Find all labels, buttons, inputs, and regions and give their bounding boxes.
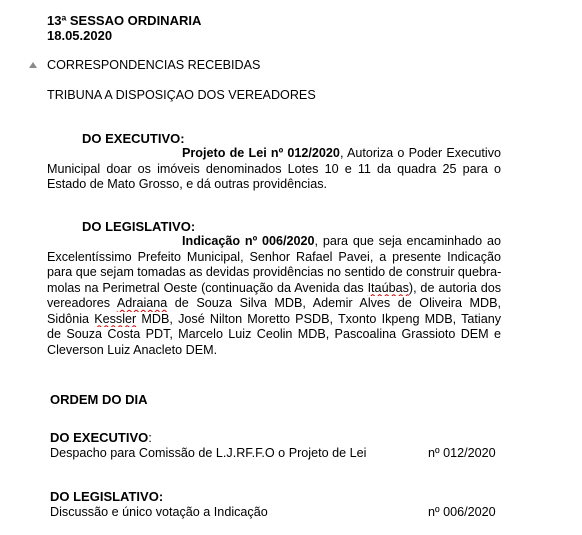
misspelled-itaubas: Itaúbas	[367, 280, 409, 295]
collapse-triangle-icon[interactable]	[29, 62, 37, 68]
legislativo-line-1	[47, 234, 501, 250]
legislativo-line-3: para que sejam tomadas as devidas providências no sentido de construir quebra-	[47, 265, 501, 279]
ordem-executivo-heading	[50, 430, 152, 445]
misspelled-adraiana: Adraiana	[116, 296, 168, 310]
executivo-line-1-text: , Autoriza o Poder Executivo	[339, 146, 501, 160]
correspondencias-heading: CORRESPONDENCIAS RECEBIDAS	[47, 58, 261, 72]
executivo-line-3: Estado de Mato Grosso, e dá outras providências.	[47, 177, 328, 191]
ordem-heading: ORDEM DO DIA	[50, 392, 148, 407]
executivo-line-2: Municipal doar os imóveis denominados Lotes 10 e 11 da quadra 25 para o	[47, 161, 501, 176]
bill-label: Projeto de Lei nº 012/2020	[182, 146, 340, 160]
legislativo-line-1-text: , para que seja encaminhado ao	[314, 234, 501, 248]
legislativo-line-4-c: ), de autoria dos	[408, 280, 501, 295]
legislativo-line-6-c: MDB, José Nilton Moretto PSDB, Txonto Ikpeng MDB, Tatiany	[136, 311, 501, 326]
indicacao-label: Indicação nº 006/2020	[182, 234, 315, 248]
legislativo-heading: DO LEGISLATIVO:	[82, 219, 196, 234]
legislativo-line-5-c: de Souza Silva MDB, Ademir Alves de Oliveira MDB,	[167, 296, 501, 310]
legislativo-line-5	[47, 296, 501, 312]
tribuna-heading: TRIBUNA A DISPOSIÇAO DOS VEREADORES	[47, 88, 316, 102]
ordem-legislativo-text: Discussão e único votação a Indicação	[50, 505, 268, 519]
ordem-executivo-text: Despacho para Comissão de L.J.RF.F.O o Projeto de Lei	[50, 446, 367, 460]
legislativo-line-4	[47, 281, 501, 297]
ordem-executivo-colon: :	[148, 430, 152, 445]
ordem-legislativo-heading: DO LEGISLATIVO:	[50, 489, 164, 504]
ordem-executivo-label: DO EXECUTIVO	[50, 430, 149, 445]
executivo-line-1	[47, 146, 501, 162]
legislativo-line-5-a: vereadores	[47, 296, 117, 310]
executivo-heading: DO EXECUTIVO:	[82, 131, 185, 146]
legislativo-line-6	[47, 312, 501, 328]
misspelled-kessler: Kessler	[94, 311, 137, 326]
legislativo-line-7: de Souza Costa PDT, Marcelo Luiz Ceolin MDB, Pascoalina Grassioto DEM e	[47, 327, 501, 341]
executivo-paragraph	[47, 146, 501, 193]
legislativo-line-4-a: molas na Perimetral Oeste (continuação da Avenida das	[47, 280, 368, 295]
legislativo-line-2: Excelentíssimo Prefeito Municipal, Senhor Rafael Pavei, a presente Indicação	[47, 249, 501, 264]
session-date: 18.05.2020	[47, 28, 113, 43]
legislativo-line-6-a: Sidônia	[47, 311, 95, 326]
ordem-legislativo-number: nº 006/2020	[428, 505, 496, 519]
ordem-executivo-number: nº 012/2020	[428, 446, 496, 460]
legislativo-line-8: Cleverson Luiz Anacleto DEM.	[47, 342, 218, 357]
session-title: 13ª SESSAO ORDINARIA	[47, 13, 202, 28]
legislativo-paragraph	[47, 234, 501, 358]
